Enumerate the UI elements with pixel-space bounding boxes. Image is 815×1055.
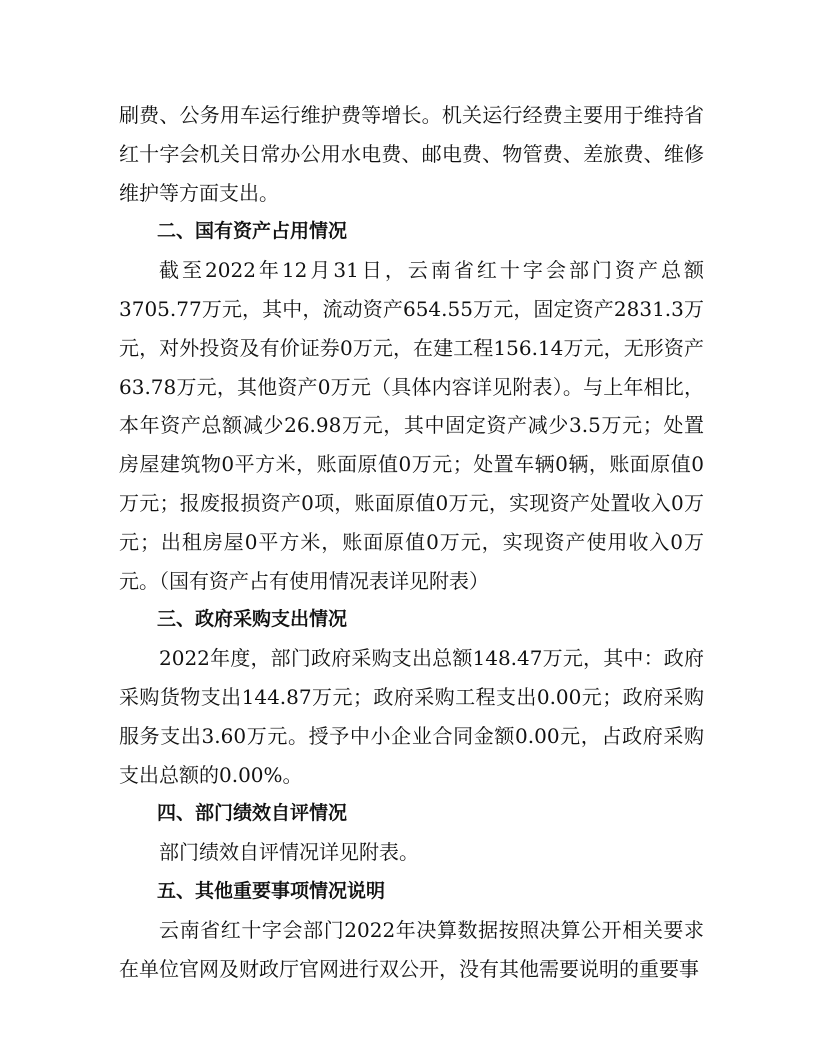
heading-performance-evaluation: 四、部门绩效自评情况 [157,802,348,825]
heading-other-matters: 五、其他重要事项情况说明 [157,879,386,902]
paragraph-government-procurement: 2022年度，部门政府采购支出总额148.47万元，其中：政府采购货物支出144.87万元；政府采购工程支出0.00元；政府采购服务支出3.60万元。授予中小企业合同金额0.00元，占政府采购支出总额的0.00%。 [119,646,704,787]
paragraph-other-matters: 云南省红十字会部门2022年决算数据按照决算公开相关要求在单位官网及财政厅官网进行双公开，没有其他需要说明的重要事 [119,917,704,981]
paragraph-operating-expenses: 刷费、公务用车运行维护费等增长。机关运行经费主要用于维持省红十字会机关日常办公用水电费、邮电费、物管费、差旅费、维修维护等方面支出。 [119,103,704,205]
heading-government-procurement: 三、政府采购支出情况 [157,608,348,631]
paragraph-performance-evaluation: 部门绩效自评情况详见附表。 [159,840,419,865]
heading-state-assets: 二、国有资产占用情况 [157,220,348,243]
paragraph-state-assets: 截至2022年12月31日，云南省红十字会部门资产总额3705.77万元，其中，流动资产654.55万元，固定资产2831.3万元，对外投资及有价证券0万元，在建工程156.14万元，无形资产63.78万元，其他资产0万元（具体内容详见附表）。与上年相比，本年资产总额减少26.98万元，其中固定资产减少3.5万元；处置房屋建筑物0平方米，账面原值0万元；处置车辆0辆，账面原值0万元；报废报损资产0项，账面原值0万元，实现资产处置收入0万元；出租房屋0平方米，账面原值0万元，实现资产使用收入0万元。（国有资产占有使用情况表详见附表） [119,258,704,593]
document-body [119,96,704,988]
